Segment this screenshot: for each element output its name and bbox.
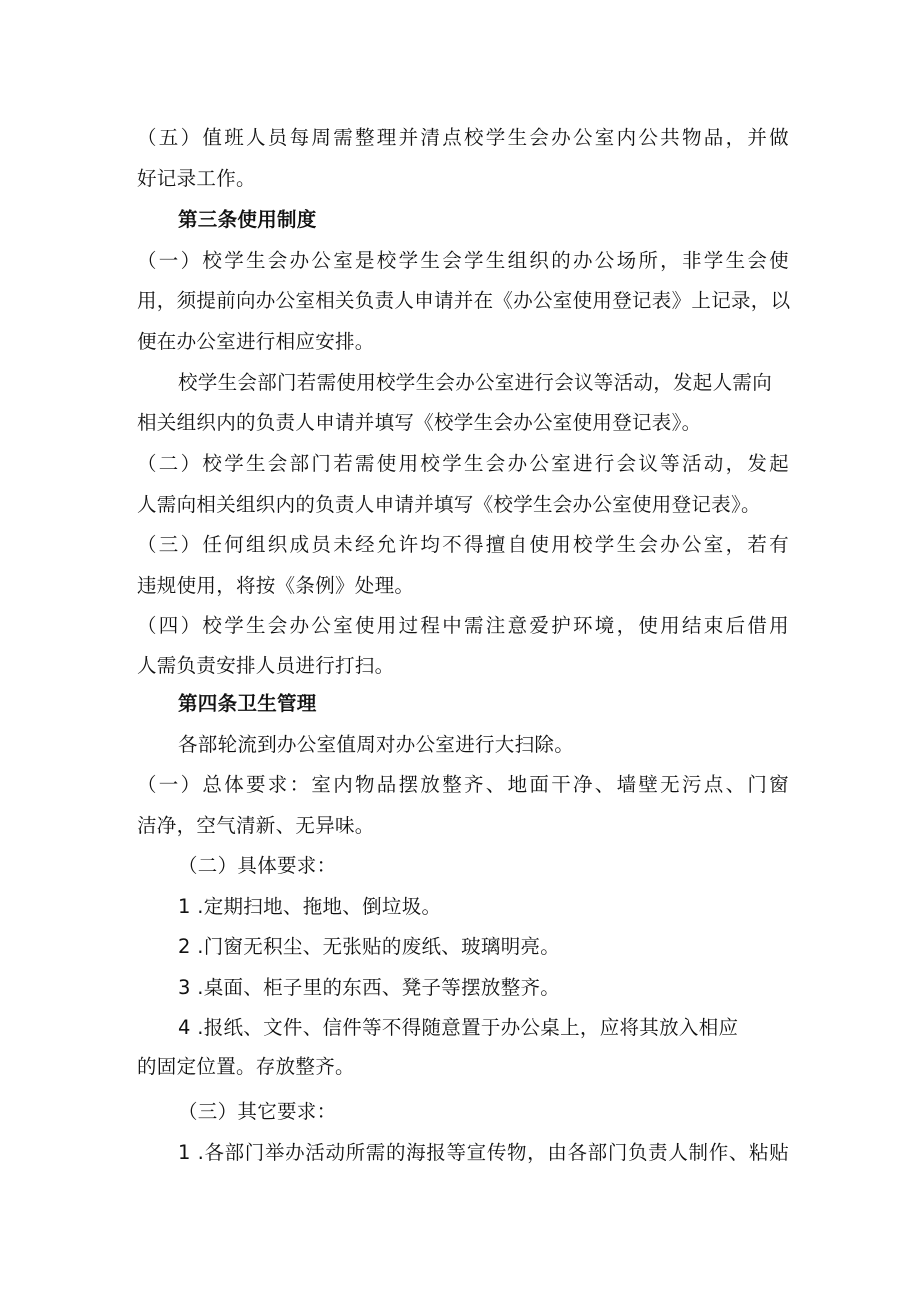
paragraph-line: （一）总体要求：室内物品摆放整齐、地面干净、墙壁无污点、门窗: [137, 773, 789, 796]
section-heading: 第四条卫生管理: [178, 692, 317, 715]
paragraph-line: 人需负责安排人员进行打扫。: [137, 654, 395, 677]
paragraph-line: （二）具体要求：: [178, 854, 337, 877]
paragraph-line: （五）值班人员每周需整理并清点校学生会办公室内公共物品，并做: [137, 126, 789, 149]
list-item: 的固定位置。存放整齐。: [137, 1055, 355, 1078]
section-heading: 第三条使用制度: [178, 208, 317, 231]
list-item: 2 .门窗无积尘、无张贴的废纸、玻璃明亮。: [178, 935, 561, 958]
paragraph-line: （一）校学生会办公室是校学生会学生组织的办公场所，非学生会使: [137, 249, 789, 272]
paragraph-line: 好记录工作。: [137, 167, 256, 190]
paragraph-line: 违规使用，将按《条例》处理。: [137, 574, 415, 597]
list-item: 1 .定期扫地、拖地、倒垃圾。: [178, 895, 442, 918]
list-item: 1 .各部门举办活动所需的海报等宣传物，由各部门负责人制作、粘贴: [178, 1141, 789, 1164]
paragraph-line: （三）任何组织成员未经允许均不得擅自使用校学生会办公室，若有: [137, 533, 789, 556]
paragraph-line: 相关组织内的负责人申请并填写《校学生会办公室使用登记表》。: [137, 411, 702, 434]
list-item: 4 .报纸、文件、信件等不得随意置于办公桌上，应将其放入相应: [178, 1016, 739, 1039]
paragraph-line: （二）校学生会部门若需使用校学生会办公室进行会议等活动，发起: [137, 452, 789, 475]
paragraph-line: （三）其它要求：: [178, 1100, 337, 1123]
paragraph-line: 用，须提前向办公室相关负责人申请并在《办公室使用登记表》上记录，以: [137, 289, 791, 312]
paragraph-line: 洁净，空气清新、无异味。: [137, 814, 375, 837]
paragraph-line: （四）校学生会办公室使用过程中需注意爱护环境，使用结束后借用: [137, 614, 789, 637]
list-item: 3 .桌面、柜子里的东西、凳子等摆放整齐。: [178, 976, 561, 999]
paragraph-line: 人需向相关组织内的负责人申请并填写《校学生会办公室使用登记表》。: [137, 493, 761, 516]
paragraph-line: 便在办公室进行相应安排。: [137, 330, 375, 353]
paragraph-line: 校学生会部门若需使用校学生会办公室进行会议等活动，发起人需向: [178, 371, 773, 394]
paragraph-line: 各部轮流到办公室值周对办公室进行大扫除。: [178, 733, 575, 756]
